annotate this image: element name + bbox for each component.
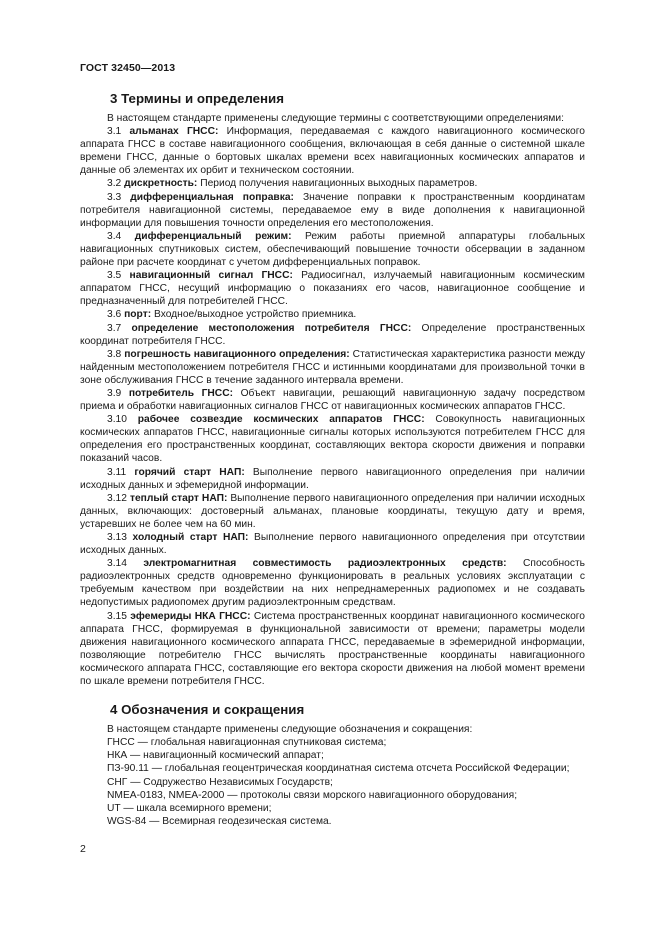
term-number: 3.8 bbox=[107, 348, 122, 360]
term-entry bbox=[80, 413, 585, 465]
term-definition: Статистическая характеристика разности между найденным местоположением потребителя ГНСС и истинными координатами для произвольной точки в зоне обслуживания ГНСС в течение заданного интервала времени. bbox=[80, 348, 585, 386]
term-definition: Совокупность навигационных космических аппаратов ГНСС, навигационные сигналы которых используются потребителем ГНСС для определения его пространственных координат, составляющих вектора скорости движения и поправки показаний часов. bbox=[80, 414, 586, 465]
term-entry bbox=[80, 466, 585, 492]
term-definition: Радиосигнал, излучаемый навигационным космическим аппаратом ГНСС, несущий информацию о показаниях его часов, навигационное сообщение и предназначенный для потребителей ГНСС. bbox=[80, 270, 585, 308]
term-number: 3.10 bbox=[107, 414, 127, 426]
term-definition: Выполнение первого навигационного определения при наличии исходных данных и эфемеридной информации. bbox=[80, 466, 585, 491]
term-name: порт: bbox=[124, 309, 152, 321]
term-definition: Выполнение первого навигационного определения при наличии исходных данных, включающих: достоверный альманах, плановые координаты, текущую дату и время, устаревших не более чем на 60 мин. bbox=[80, 492, 585, 530]
abbreviation-item: НКА — навигационный космический аппарат; bbox=[107, 750, 324, 762]
term-name: дискретность: bbox=[124, 178, 198, 190]
term-entry bbox=[80, 177, 585, 190]
term-entry bbox=[80, 531, 585, 557]
term-number: 3.5 bbox=[107, 270, 122, 282]
term-entry bbox=[80, 308, 585, 321]
term-entry bbox=[80, 230, 585, 269]
term-number: 3.6 bbox=[107, 309, 122, 321]
term-number: 3.14 bbox=[107, 558, 127, 570]
abbreviation-item: NMEA-0183, NMEA-2000 — протоколы связи морского навигационного оборудования; bbox=[107, 789, 518, 801]
term-name: холодный старт НАП: bbox=[132, 532, 249, 543]
term-entry bbox=[80, 269, 585, 308]
term-number: 3.3 bbox=[107, 191, 122, 203]
term-name: дифференциальная поправка: bbox=[130, 191, 294, 203]
term-entry bbox=[80, 610, 585, 689]
term-entry bbox=[80, 492, 585, 531]
page-number: 2 bbox=[80, 843, 86, 855]
term-name: навигационный сигнал ГНСС: bbox=[129, 270, 293, 282]
term-name: рабочее созвездие космических аппаратов ГНСС: bbox=[137, 414, 425, 426]
abbreviation-item: WGS-84 — Всемирная геодезическая система. bbox=[107, 815, 332, 827]
term-name: определение местоположения потребителя ГНСС: bbox=[131, 322, 412, 334]
term-number: 3.15 bbox=[107, 610, 127, 622]
document-header: ГОСТ 32450—2013 bbox=[80, 62, 176, 74]
term-number: 3.12 bbox=[107, 492, 127, 504]
section-3-title: 3 Термины и определения bbox=[110, 91, 284, 106]
abbreviation-item: UT — шкала всемирного времени; bbox=[107, 802, 272, 814]
term-name: теплый старт НАП: bbox=[129, 492, 228, 504]
term-name: погрешность навигационного определения: bbox=[124, 348, 350, 360]
term-entry bbox=[80, 348, 585, 387]
term-definition: Информация, передаваемая с каждого навигационного космического аппарата ГНСС в составе навигационного сообщения, включающая в себя данные о системной шкале времени ГНСС, данные о бортовых шкалах времени всех навигационных космических аппаратов и данные об элементах их орбит и техническом состоянии. bbox=[80, 126, 585, 177]
term-definition: Период получения навигационных выходных параметров. bbox=[197, 178, 478, 190]
abbreviation-item: СНГ — Содружество Независимых Государств; bbox=[107, 776, 333, 788]
term-entry bbox=[80, 557, 585, 609]
term-name: электромагнитная совместимость радиоэлектронных средств: bbox=[143, 558, 507, 570]
term-name: потребитель ГНСС: bbox=[128, 387, 234, 399]
abbreviations-list bbox=[80, 736, 585, 828]
abbreviation-item: ГНСС — глобальная навигационная спутниковая система; bbox=[107, 737, 387, 749]
term-definition: Входное/выходное устройство приемника. bbox=[151, 309, 357, 321]
term-name: горячий старт НАП: bbox=[134, 466, 245, 478]
section-4-title: 4 Обозначения и сокращения bbox=[110, 702, 305, 718]
term-entry bbox=[80, 125, 585, 177]
term-name: дифференциальный режим: bbox=[134, 230, 292, 242]
term-name: эфемериды НКА ГНСС: bbox=[130, 610, 251, 622]
term-entry bbox=[80, 322, 585, 348]
term-number: 3.1 bbox=[107, 126, 122, 138]
term-number: 3.2 bbox=[107, 178, 122, 190]
term-definition: Режим работы приемной аппаратуры глобальных навигационных спутниковых систем, обеспечивающий повышение точности обсервации в заданном районе при расчете координат с учетом дифференциальных поправок. bbox=[80, 230, 585, 269]
term-number: 3.9 bbox=[107, 387, 122, 399]
term-definition: Система пространственных координат навигационного космического аппарата ГНСС, формируемая в функциональной зависимости от времени; параметры модели движения навигационного космического аппарата ГНСС, передаваемые в эфемеридной информации, позволяющие потребителю ГНСС вычислять пространственные координаты навигационного космического аппарата ГНСС, составляющие его вектора скорости движения на любой момент времени по шкале времени потребителя ГНСС. bbox=[80, 610, 585, 688]
page-content bbox=[80, 90, 585, 828]
terms-list bbox=[80, 125, 585, 688]
term-number: 3.4 bbox=[107, 230, 122, 242]
abbreviation-item: ПЗ-90.11 — глобальная геоцентрическая координатная система отсчета Российской Федерации; bbox=[107, 763, 570, 775]
term-name: альманах ГНСС: bbox=[129, 126, 219, 138]
term-definition: Выполнение первого навигационного определения при отсутствии исходных данных. bbox=[80, 532, 586, 557]
term-definition: Определение пространственных координат потребителя ГНСС. bbox=[80, 322, 585, 347]
term-number: 3.11 bbox=[107, 466, 127, 478]
term-entry bbox=[80, 191, 585, 230]
term-definition: Объект навигации, решающий навигационную задачу посредством приема и обработки навигационных сигналов ГНСС от навигационных космических аппаратов ГНСС. bbox=[80, 387, 585, 413]
term-number: 3.7 bbox=[107, 322, 122, 334]
term-definition: Значение поправки к пространственным координатам потребителя навигационной системы, передаваемое ему в виде дополнения к навигационной информации для повышения точности определения его местоположения. bbox=[80, 191, 585, 229]
term-definition: Способность радиоэлектронных средств одновременно функционировать в реальных условиях эксплуатации с требуемым качеством при воздействии на них непреднамеренных радиопомех и не создавать недопустимых радиопомех другим радиоэлектронным средствам. bbox=[80, 558, 585, 609]
section-3-intro: В настоящем стандарте применены следующие термины с соответствующими определениями: bbox=[107, 113, 564, 124]
section-4-intro: В настоящем стандарте применены следующие обозначения и сокращения: bbox=[107, 724, 473, 736]
term-entry bbox=[80, 387, 585, 413]
term-number: 3.13 bbox=[107, 532, 127, 543]
